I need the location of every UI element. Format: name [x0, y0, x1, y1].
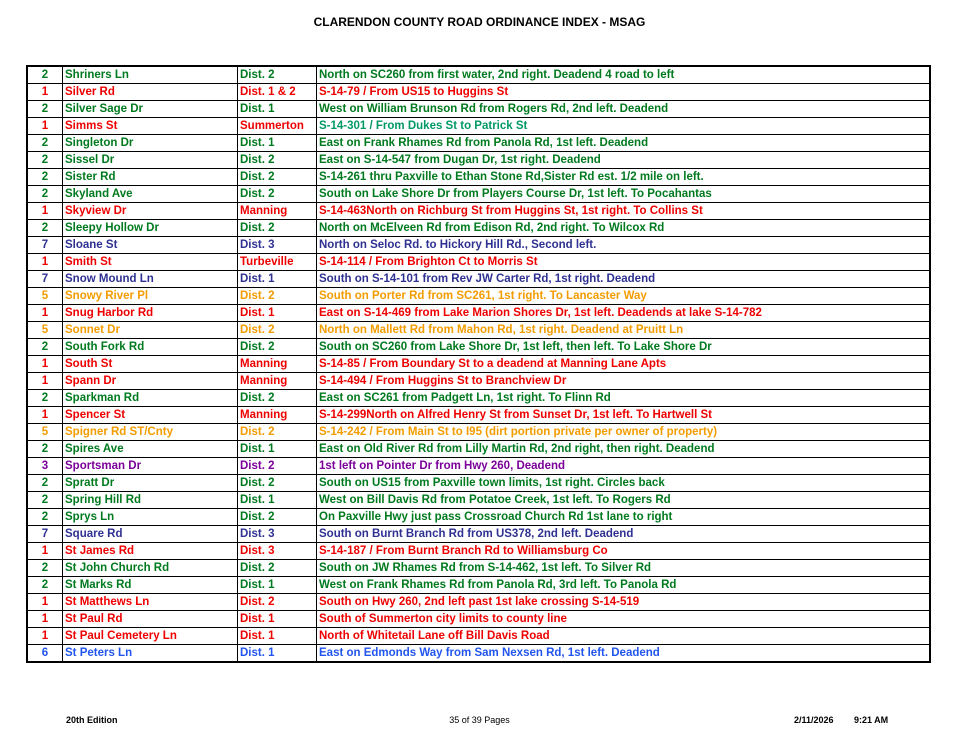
- district-cell: Dist. 1: [238, 577, 317, 594]
- road-name-cell: Smith St: [63, 254, 238, 271]
- table-row: [27, 458, 930, 475]
- road-code-cell: 2: [27, 339, 63, 356]
- table-row: [27, 645, 930, 663]
- district-cell: Dist. 1: [238, 441, 317, 458]
- table-row: [27, 203, 930, 220]
- road-code-cell: 2: [27, 186, 63, 203]
- road-code-cell: 2: [27, 577, 63, 594]
- district-cell: Dist. 2: [238, 66, 317, 84]
- road-name-cell: Spires Ave: [63, 441, 238, 458]
- table-row: [27, 407, 930, 424]
- description-cell: On Paxville Hwy just pass Crossroad Church Rd 1st lane to right: [317, 509, 931, 526]
- table-row: [27, 271, 930, 288]
- road-name-cell: St Matthews Ln: [63, 594, 238, 611]
- table-row: [27, 441, 930, 458]
- footer-edition: 20th Edition: [66, 715, 118, 725]
- table-row: [27, 560, 930, 577]
- road-name-cell: Sportsman Dr: [63, 458, 238, 475]
- table-row: [27, 492, 930, 509]
- page-title: CLARENDON COUNTY ROAD ORDINANCE INDEX - MSAG: [313, 15, 646, 29]
- road-code-cell: 2: [27, 101, 63, 118]
- road-name-cell: Spigner Rd ST/Cnty: [63, 424, 238, 441]
- road-name-cell: Singleton Dr: [63, 135, 238, 152]
- table-row: [27, 339, 930, 356]
- description-cell: S-14-494 / From Huggins St to Branchview Dr: [317, 373, 931, 390]
- road-code-cell: 5: [27, 288, 63, 305]
- district-cell: Dist. 2: [238, 458, 317, 475]
- description-cell: East on Old River Rd from Lilly Martin Rd, 2nd right, then right. Deadend: [317, 441, 931, 458]
- district-cell: Dist. 2: [238, 560, 317, 577]
- description-cell: West on Frank Rhames Rd from Panola Rd, 3rd left. To Panola Rd: [317, 577, 931, 594]
- table-row: [27, 186, 930, 203]
- district-cell: Dist. 2: [238, 339, 317, 356]
- road-code-cell: 1: [27, 611, 63, 628]
- road-name-cell: Square Rd: [63, 526, 238, 543]
- district-cell: Dist. 2: [238, 424, 317, 441]
- road-code-cell: 1: [27, 254, 63, 271]
- description-cell: S-14-187 / From Burnt Branch Rd to Williamsburg Co: [317, 543, 931, 560]
- description-cell: North on McElveen Rd from Edison Rd, 2nd right. To Wilcox Rd: [317, 220, 931, 237]
- road-code-cell: 2: [27, 492, 63, 509]
- table-row: [27, 628, 930, 645]
- road-name-cell: St Peters Ln: [63, 645, 238, 663]
- table-row: [27, 237, 930, 254]
- district-cell: Turbeville: [238, 254, 317, 271]
- road-name-cell: Skyview Dr: [63, 203, 238, 220]
- description-cell: North of Whitetail Lane off Bill Davis Road: [317, 628, 931, 645]
- district-cell: Dist. 3: [238, 543, 317, 560]
- road-code-cell: 1: [27, 203, 63, 220]
- description-cell: S-14-463North on Richburg St from Huggins St, 1st right. To Collins St: [317, 203, 931, 220]
- district-cell: Manning: [238, 203, 317, 220]
- description-cell: South on Porter Rd from SC261, 1st right. To Lancaster Way: [317, 288, 931, 305]
- road-name-cell: Sloane St: [63, 237, 238, 254]
- district-cell: Summerton: [238, 118, 317, 135]
- district-cell: Dist. 2: [238, 152, 317, 169]
- road-code-cell: 1: [27, 407, 63, 424]
- district-cell: Manning: [238, 373, 317, 390]
- description-cell: East on S-14-469 from Lake Marion Shores Dr, 1st left. Deadends at lake S-14-782: [317, 305, 931, 322]
- table-row: [27, 288, 930, 305]
- description-cell: North on SC260 from first water, 2nd right. Deadend 4 road to left: [317, 66, 931, 84]
- road-code-cell: 1: [27, 84, 63, 101]
- road-code-cell: 2: [27, 509, 63, 526]
- description-cell: East on SC261 from Padgett Ln, 1st right. To Flinn Rd: [317, 390, 931, 407]
- road-name-cell: Spring Hill Rd: [63, 492, 238, 509]
- road-code-cell: 2: [27, 169, 63, 186]
- description-cell: South on Hwy 260, 2nd left past 1st lake crossing S-14-519: [317, 594, 931, 611]
- road-name-cell: St Paul Rd: [63, 611, 238, 628]
- table-row: [27, 118, 930, 135]
- description-cell: S-14-299North on Alfred Henry St from Sunset Dr, 1st left. To Hartwell St: [317, 407, 931, 424]
- road-name-cell: Snowy River Pl: [63, 288, 238, 305]
- district-cell: Dist. 2: [238, 186, 317, 203]
- district-cell: Dist. 1: [238, 611, 317, 628]
- road-name-cell: Spann Dr: [63, 373, 238, 390]
- district-cell: Dist. 1: [238, 492, 317, 509]
- district-cell: Dist. 2: [238, 509, 317, 526]
- table-row: [27, 373, 930, 390]
- footer-page-count: 35 of 39 Pages: [449, 715, 510, 725]
- road-code-cell: 1: [27, 628, 63, 645]
- district-cell: Dist. 2: [238, 169, 317, 186]
- table-row: [27, 152, 930, 169]
- description-cell: S-14-261 thru Paxville to Ethan Stone Rd,Sister Rd est. 1/2 mile on left.: [317, 169, 931, 186]
- road-code-cell: 2: [27, 390, 63, 407]
- table-row: [27, 169, 930, 186]
- road-code-cell: 2: [27, 475, 63, 492]
- district-cell: Dist. 2: [238, 594, 317, 611]
- district-cell: Dist. 2: [238, 390, 317, 407]
- road-name-cell: St Paul Cemetery Ln: [63, 628, 238, 645]
- description-cell: S-14-301 / From Dukes St to Patrick St: [317, 118, 931, 135]
- road-name-cell: Silver Sage Dr: [63, 101, 238, 118]
- road-code-cell: 1: [27, 118, 63, 135]
- district-cell: Dist. 1: [238, 101, 317, 118]
- description-cell: S-14-114 / From Brighton Ct to Morris St: [317, 254, 931, 271]
- table-row: [27, 356, 930, 373]
- district-cell: Dist. 1: [238, 645, 317, 663]
- district-cell: Dist. 2: [238, 475, 317, 492]
- description-cell: West on William Brunson Rd from Rogers Rd, 2nd left. Deadend: [317, 101, 931, 118]
- table-row: [27, 322, 930, 339]
- road-code-cell: 7: [27, 526, 63, 543]
- road-name-cell: Sparkman Rd: [63, 390, 238, 407]
- table-row: [27, 390, 930, 407]
- road-name-cell: Sister Rd: [63, 169, 238, 186]
- description-cell: East on S-14-547 from Dugan Dr, 1st right. Deadend: [317, 152, 931, 169]
- table-row: [27, 526, 930, 543]
- description-cell: S-14-85 / From Boundary St to a deadend at Manning Lane Apts: [317, 356, 931, 373]
- table-row: [27, 509, 930, 526]
- road-name-cell: South St: [63, 356, 238, 373]
- road-name-cell: Sprys Ln: [63, 509, 238, 526]
- table-row: [27, 594, 930, 611]
- description-cell: North on Seloc Rd. to Hickory Hill Rd., Second left.: [317, 237, 931, 254]
- district-cell: Manning: [238, 356, 317, 373]
- road-name-cell: Sissel Dr: [63, 152, 238, 169]
- table-row: [27, 66, 930, 84]
- district-cell: Dist. 1: [238, 271, 317, 288]
- district-cell: Manning: [238, 407, 317, 424]
- description-cell: North on Mallett Rd from Mahon Rd, 1st right. Deadend at Pruitt Ln: [317, 322, 931, 339]
- district-cell: Dist. 2: [238, 322, 317, 339]
- road-code-cell: 7: [27, 271, 63, 288]
- road-code-cell: 6: [27, 645, 63, 663]
- description-cell: South of Summerton city limits to county line: [317, 611, 931, 628]
- road-code-cell: 5: [27, 322, 63, 339]
- table-row: [27, 101, 930, 118]
- road-name-cell: Simms St: [63, 118, 238, 135]
- description-cell: South on US15 from Paxville town limits, 1st right. Circles back: [317, 475, 931, 492]
- description-cell: 1st left on Pointer Dr from Hwy 260, Deadend: [317, 458, 931, 475]
- road-name-cell: St James Rd: [63, 543, 238, 560]
- footer-date: 2/11/2026: [794, 715, 834, 725]
- road-code-cell: 1: [27, 594, 63, 611]
- description-cell: S-14-242 / From Main St to I95 (dirt portion private per owner of property): [317, 424, 931, 441]
- description-cell: South on SC260 from Lake Shore Dr, 1st left, then left. To Lake Shore Dr: [317, 339, 931, 356]
- description-cell: East on Edmonds Way from Sam Nexsen Rd, 1st left. Deadend: [317, 645, 931, 663]
- road-name-cell: Skyland Ave: [63, 186, 238, 203]
- table-row: [27, 475, 930, 492]
- description-cell: South on Lake Shore Dr from Players Course Dr, 1st left. To Pocahantas: [317, 186, 931, 203]
- table-row: [27, 305, 930, 322]
- road-code-cell: 2: [27, 560, 63, 577]
- road-code-cell: 2: [27, 66, 63, 84]
- description-cell: S-14-79 / From US15 to Huggins St: [317, 84, 931, 101]
- description-cell: South on S-14-101 from Rev JW Carter Rd, 1st right. Deadend: [317, 271, 931, 288]
- road-name-cell: Snow Mound Ln: [63, 271, 238, 288]
- district-cell: Dist. 1: [238, 135, 317, 152]
- district-cell: Dist. 3: [238, 237, 317, 254]
- road-name-cell: Snug Harbor Rd: [63, 305, 238, 322]
- road-name-cell: South Fork Rd: [63, 339, 238, 356]
- table-row: [27, 84, 930, 101]
- table-row: [27, 611, 930, 628]
- road-code-cell: 1: [27, 543, 63, 560]
- district-cell: Dist. 1: [238, 628, 317, 645]
- road-code-cell: 1: [27, 373, 63, 390]
- table-row: [27, 577, 930, 594]
- road-code-cell: 1: [27, 356, 63, 373]
- district-cell: Dist. 1: [238, 305, 317, 322]
- description-cell: West on Bill Davis Rd from Potatoe Creek, 1st left. To Rogers Rd: [317, 492, 931, 509]
- footer-time: 9:21 AM: [854, 715, 889, 725]
- road-code-cell: 5: [27, 424, 63, 441]
- road-code-cell: 1: [27, 305, 63, 322]
- road-code-cell: 3: [27, 458, 63, 475]
- description-cell: South on JW Rhames Rd from S-14-462, 1st left. To Silver Rd: [317, 560, 931, 577]
- road-code-cell: 2: [27, 441, 63, 458]
- road-code-cell: 7: [27, 237, 63, 254]
- road-name-cell: Spratt Dr: [63, 475, 238, 492]
- district-cell: Dist. 2: [238, 288, 317, 305]
- table-row: [27, 254, 930, 271]
- description-cell: East on Frank Rhames Rd from Panola Rd, 1st left. Deadend: [317, 135, 931, 152]
- table-body: [27, 66, 930, 662]
- table-row: [27, 135, 930, 152]
- road-code-cell: 2: [27, 152, 63, 169]
- table-row: [27, 424, 930, 441]
- road-name-cell: St Marks Rd: [63, 577, 238, 594]
- description-cell: South on Burnt Branch Rd from US378, 2nd left. Deadend: [317, 526, 931, 543]
- road-name-cell: Shriners Ln: [63, 66, 238, 84]
- road-code-cell: 2: [27, 135, 63, 152]
- road-name-cell: Spencer St: [63, 407, 238, 424]
- district-cell: Dist. 2: [238, 220, 317, 237]
- road-name-cell: Silver Rd: [63, 84, 238, 101]
- road-name-cell: Sleepy Hollow Dr: [63, 220, 238, 237]
- road-name-cell: Sonnet Dr: [63, 322, 238, 339]
- road-name-cell: St John Church Rd: [63, 560, 238, 577]
- table-row: [27, 220, 930, 237]
- road-code-cell: 2: [27, 220, 63, 237]
- table-row: [27, 543, 930, 560]
- district-cell: Dist. 1 & 2: [238, 84, 317, 101]
- ordinance-table: [26, 65, 931, 663]
- district-cell: Dist. 3: [238, 526, 317, 543]
